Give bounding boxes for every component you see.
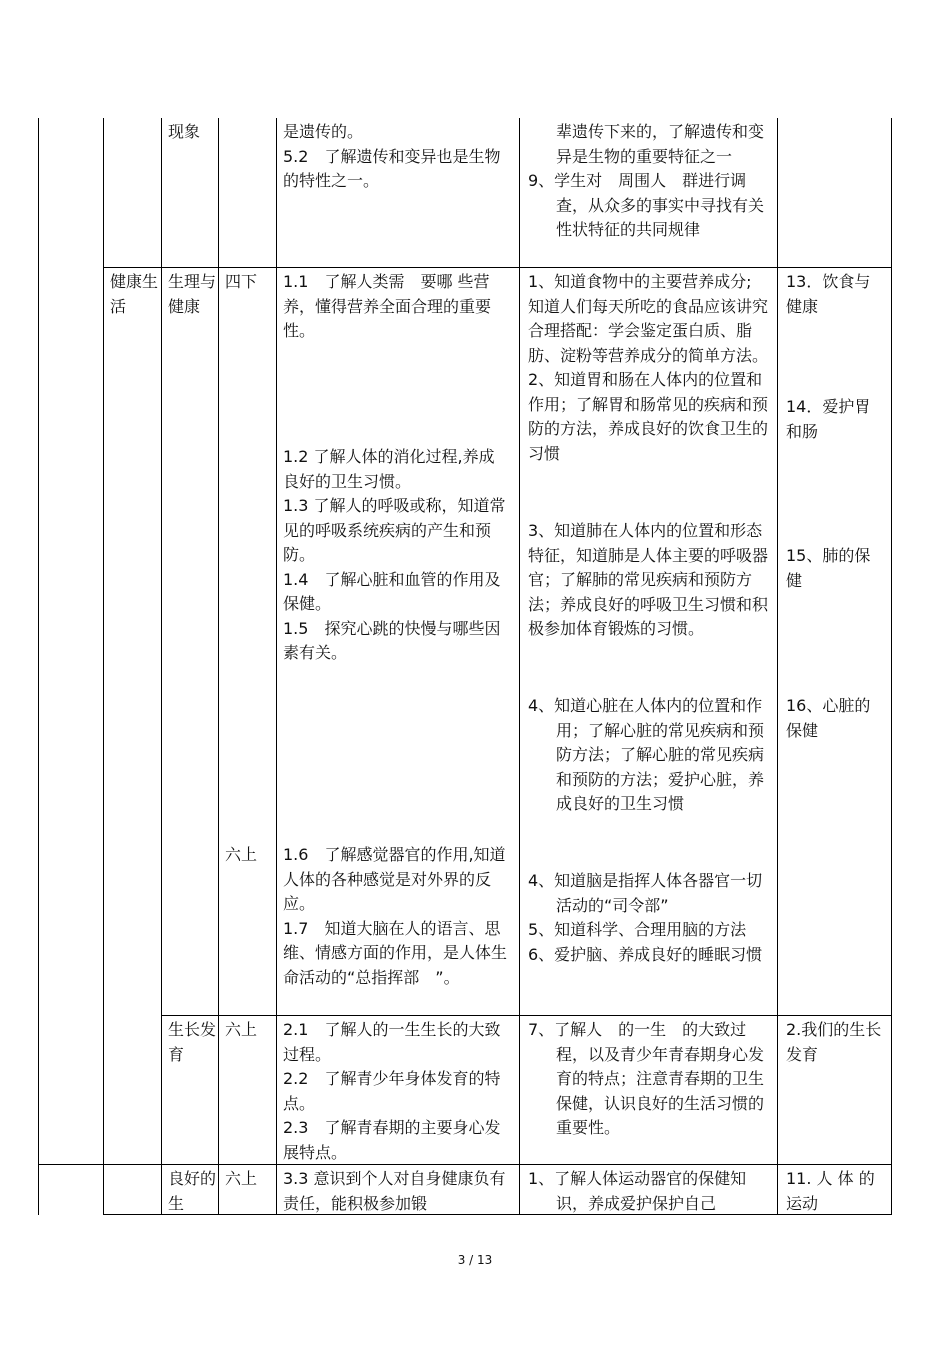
lesson-cell-diet: 13．饮食与健康 xyxy=(786,272,871,316)
topic-cell-top: 现象 xyxy=(168,122,201,141)
goals-cell-brain: 1.6 了解感觉器官的作用,知道人体的各种感觉是对外界的反应。 1.7 知道大脑在人的语言、思维、情感方面的作用，是人体生命活动的“总指挥部 ”。 xyxy=(283,845,508,987)
row-divider-1 xyxy=(103,267,892,268)
contents-cell-top: 辈遗传下来的，了解遗传和变异是生物的重要特征之一 9、学生对 周围人 群进行调查，从众多的事实中寻找有关性状特征的共同规律 xyxy=(528,122,765,239)
table-divider-goals xyxy=(276,118,277,1215)
table-divider-topic xyxy=(161,118,162,1215)
goals-cell-nutrition: 1.1 了解人类需 要哪 些营养，懂得营养全面合理的重要性。 xyxy=(283,272,492,340)
contents-cell-brain: 4、知道脑是指挥人体各器官一切活动的“司令部” 5、知道科学、合理用脑的方法 6、爱护脑、养成良好的睡眠习惯 xyxy=(528,871,763,964)
goals-cell-top: 是遗传的。 5.2 了解遗传和变异也是生物的特性之一。 xyxy=(283,122,501,190)
grade-cell-growth: 六上 xyxy=(225,1020,258,1039)
lesson-cell-growth: 2.我们的生长发育 xyxy=(786,1020,882,1064)
lesson-cell-habits: 11. 人 体 的运动 xyxy=(786,1169,875,1213)
grade-cell-4b: 四下 xyxy=(225,272,258,291)
table-border-right xyxy=(891,118,892,1215)
contents-cell-lungs: 3、知道肺在人体内的位置和形态特征，知道肺是人体主要的呼吸器官；了解肺的常见疾病和预防方法；养成良好的呼吸卫生习惯和积极参加体育锻炼的习惯。 xyxy=(528,521,769,638)
grade-cell-habits: 六上 xyxy=(225,1169,258,1188)
goals-cell-organs: 1.2 了解人体的消化过程,养成良好的卫生习惯。 1.3 了解人的呼吸或称，知道常见的呼吸系统疾病的产生和预防。 1.4 了解心脏和血管的作用及保健。 1.5 探究心跳的快慢与哪些因素有关。 xyxy=(283,447,506,662)
lesson-cell-heart: 16、心脏的保健 xyxy=(786,696,871,740)
contents-cell-nutrition: 1、知道食物中的主要营养成分; 知道人们每天所吃的食品应该讲究合理搭配：学会鉴定蛋白质、脂肪、淀粉等营养成分的简单方法。 2、知道胃和肠在人体内的位置和作用；了解胃和肠常见的疾病和预防的方法，养成良好的饮食卫生的习惯 xyxy=(528,272,769,463)
topic-cell-habits: 良好的生 xyxy=(168,1169,217,1213)
table-divider-lessons xyxy=(777,118,778,1215)
lesson-cell-stomach: 14．爱护胃和肠 xyxy=(786,397,871,441)
domain-cell-health: 健康生活 xyxy=(110,272,159,316)
contents-cell-growth: 7、了解人 的一生 的大致过程，以及青少年青春期身心发育的特点；注意青春期的卫生保健，认识良好的生活习惯的重要性。 xyxy=(528,1020,765,1137)
row-divider-2 xyxy=(161,1015,892,1016)
contents-cell-heart: 4、知道心脏在人体内的位置和作用；了解心脏的常见疾病和预防方法；了解心脏的常见疾病和预防的方法；爱护心脏，养成良好的卫生习惯 xyxy=(528,696,765,813)
table-divider-contents xyxy=(519,118,520,1215)
goals-cell-habits: 3.3 意识到个人对自身健康负有责任，能积极参加锻 xyxy=(283,1169,506,1213)
page-number: 3 / 13 xyxy=(457,1253,493,1267)
lesson-cell-lungs: 15、肺的保健 xyxy=(786,546,871,590)
goals-cell-growth: 2.1 了解人的一生生长的大致过程。 2.2 了解青少年身体发育的特点。 2.3 了解青春期的主要身心发展特点。 xyxy=(283,1020,501,1162)
table-divider-domain xyxy=(103,118,104,1215)
grade-cell-6a: 六上 xyxy=(225,845,258,864)
table-divider-grade xyxy=(218,118,219,1215)
contents-cell-habits: 1、了解人体运动器官的保健知识，养成爱护保护自己 xyxy=(528,1169,747,1213)
topic-cell-physiology: 生理与健康 xyxy=(168,272,217,316)
topic-cell-growth: 生长发育 xyxy=(168,1020,217,1064)
table-border-left xyxy=(38,118,39,1215)
